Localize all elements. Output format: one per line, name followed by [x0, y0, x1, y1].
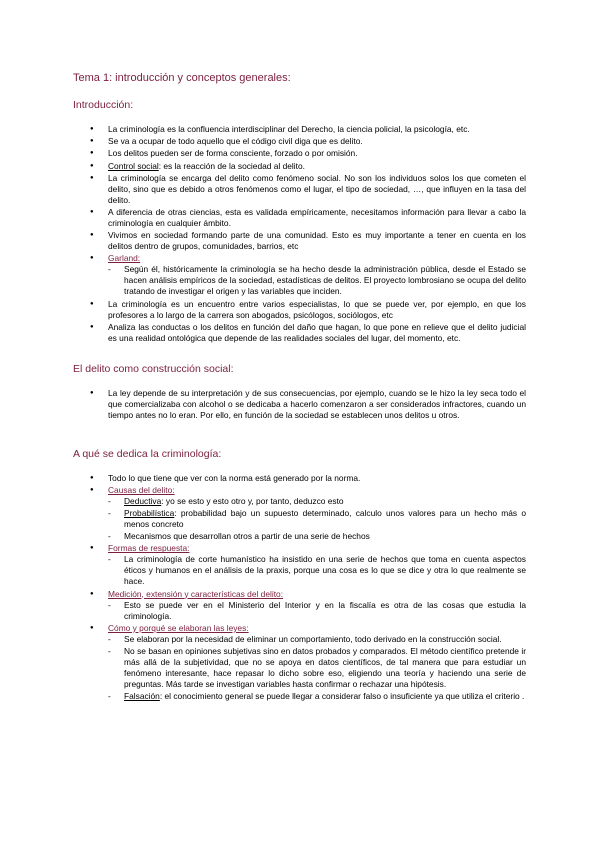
- list-item: ● La criminología es la confluencia interdisciplinar del Derecho, la ciencia policial, la psicología, etc.: [0, 124, 600, 135]
- list-item: ● Se va a ocupar de todo aquello que el código civil diga que es delito.: [0, 136, 600, 147]
- list-item: [0, 589, 600, 622]
- list-item: ● Los delitos pueden ser de forma consciente, forzado o por omisión.: [0, 148, 600, 159]
- term-label: Medición, extensión y características del delito:: [108, 588, 284, 599]
- list-item: ● La criminología es un encuentro entre varios especialistas, lo que se puede ver, por ejemplo, en que los profesores a lo largo de la carrera son abogados, psicólogos, sociólogos, etc: [0, 299, 600, 321]
- section-heading-criminologia: A qué se dedica la criminología:: [73, 448, 222, 460]
- sub-list-item: - Mecanismos que desarrollan otros a partir de una serie de hechos: [124, 531, 526, 542]
- list-item: ● La ley depende de su interpretación y de sus consecuencias, por ejemplo, cuando se le hizo la ley seca todo el que comercializaba con alcohol o se dedicaba a hacerlo comenzaron a ser considerados infractores, cuando un tiempo antes no lo eran. Por ello, en función de la sociedad se establecen unos delitos u otros.: [0, 388, 600, 421]
- sub-list-item: - La criminología de corte humanístico ha insistido en una serie de hechos que toma en cuenta aspectos éticos y humanos en el análisis de la praxis, porque una cosa es lo que se dice y otra lo que realmente se hace.: [124, 554, 526, 587]
- sub-list: [108, 634, 526, 702]
- term-label: Formas de respuesta:: [108, 543, 190, 554]
- list-item: [0, 623, 600, 702]
- section-list-criminologia: [0, 473, 600, 703]
- sub-list: [108, 496, 526, 542]
- sub-list-item: - No se basan en opiniones subjetivas sino en datos probados y comparados. El método científico pretende ir más allá de la subjetividad, que no se apoya en datos científicos, de tal manera que para estudiar un fenómeno interesante, hace repasar lo dicho sobre eso, eligiendo una teoría y haciendo una serie de preguntas. Más tarde se investigan variables hasta confirmar o rechazar una hipótesis.: [124, 646, 526, 690]
- list-item: ● A diferencia de otras ciencias, esta es validada empíricamente, necesitamos información para llevar a cabo la criminología en cualquier ámbito.: [0, 207, 600, 229]
- document-title: Tema 1: introducción y conceptos generales:: [73, 72, 291, 84]
- sub-list-item: - Probabilística: probabilidad bajo un supuesto determinado, calculo unos valores para un hecho más o menos concreto: [124, 508, 526, 530]
- sub-list: [108, 554, 526, 587]
- list-item: ● La criminología se encarga del delito como fenómeno social. No son los individuos solos los que cometen el delito, sino que es debido a otros fenómenos como el lugar, el tipo de sociedad, …, que influyen en la tasa del delito.: [0, 173, 600, 206]
- list-item: ● Vivimos en sociedad formando parte de una comunidad. Esto es muy importante a tener en cuenta en los delitos dentro de grupos, comunidades, barrios, etc: [0, 230, 600, 252]
- term-label: Garland:: [108, 253, 141, 264]
- list-item: ● Control social: es la reacción de la sociedad al delito.: [0, 161, 600, 172]
- sub-list: [108, 600, 526, 622]
- section-list-delito: [0, 388, 600, 422]
- sub-list-item: - Deductiva: yo se esto y esto otro y, por tanto, deduzco esto: [124, 496, 526, 507]
- sub-list-item: - Falsación: el conocimiento general se puede llegar a considerar falso o insuficiente ya que utiliza el criterio .: [124, 691, 526, 702]
- list-item: ● Todo lo que tiene que ver con la norma está generado por la norma.: [0, 473, 600, 484]
- sub-list-item: - Esto se puede ver en el Ministerio del Interior y en la fiscalía es otra de las cosas que estudia la criminología.: [124, 600, 526, 622]
- list-item: [0, 543, 600, 587]
- section-heading-introduccion: Introducción:: [73, 99, 134, 111]
- section-list-introduccion: [0, 124, 600, 345]
- term-label: Cómo y porqué se elaboran las leyes:: [108, 622, 249, 633]
- sub-list: [108, 264, 526, 297]
- sub-list-item: - Se elaboran por la necesidad de eliminar un comportamiento, todo derivado en la construcción social.: [124, 634, 526, 645]
- section-heading-delito: El delito como construcción social:: [73, 363, 234, 375]
- list-item: [0, 253, 600, 297]
- term-label: Causas del delito:: [108, 485, 175, 496]
- sub-list-item: - Según él, históricamente la criminología se ha hecho desde la administración pública, desde el Estado se hacen análisis empíricos de la sociedad, estadísticas de delitos. El proyecto lombrosiano se ocupa del delito tratando de investigar el origen y las variables que inciden.: [124, 264, 526, 297]
- term-label: Control social: [108, 160, 159, 171]
- list-item: [0, 485, 600, 542]
- list-item: ● Analiza las conductas o los delitos en función del daño que hagan, lo que pone en relieve que el delito judicial es una realidad ontológica que depende de las realidades sociales del lugar, del momento, etc.: [0, 322, 600, 344]
